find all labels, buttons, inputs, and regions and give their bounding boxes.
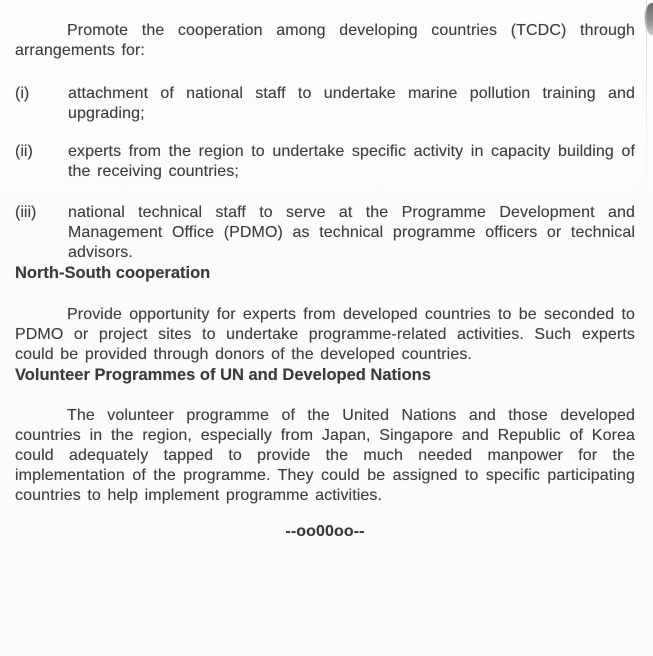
- list-item-ii-text: experts from the region to undertake specific activity in capacity building of the receiving countries;: [68, 143, 635, 180]
- scan-edge-line: [646, 0, 647, 210]
- list-item-i-text: attachment of national staff to undertake marine pollution training and upgrading;: [68, 85, 635, 122]
- list-item-i: [15, 84, 635, 124]
- intro-paragraph: Promote the cooperation among developing countries (TCDC) through arrangements for:: [15, 22, 635, 59]
- list-marker-iii: (iii): [15, 204, 37, 221]
- list-item-ii: [15, 142, 635, 182]
- volunteer-programmes-body: The volunteer programme of the United Nations and those developed countries in the region, especially from Japan, Singapore and Republic of Korea could adequately tapped to provide the much needed manpower for the implementation of the programme. They could be assigned to specific participating countries to help implement programme activities.: [15, 407, 635, 504]
- section-heading-north-south-cooperation: North-South cooperation: [15, 264, 211, 282]
- north-south-cooperation-body: Provide opportunity for experts from developed countries to be seconded to PDMO or project sites to undertake programme-related activities. Such experts could be provided through donors of the developed countries.: [15, 306, 635, 363]
- end-of-document-separator: --oo00oo--: [285, 523, 365, 540]
- list-marker-i: (i): [15, 85, 30, 102]
- list-item-iii-text: national technical staff to serve at the Programme Development and Management Office (PDMO) as technical programme officers or technical advisors.: [68, 204, 635, 261]
- section-heading-volunteer-programmes: Volunteer Programmes of UN and Developed Nations: [15, 366, 431, 384]
- list-item-iii: [15, 203, 635, 263]
- list-marker-ii: (ii): [15, 143, 33, 160]
